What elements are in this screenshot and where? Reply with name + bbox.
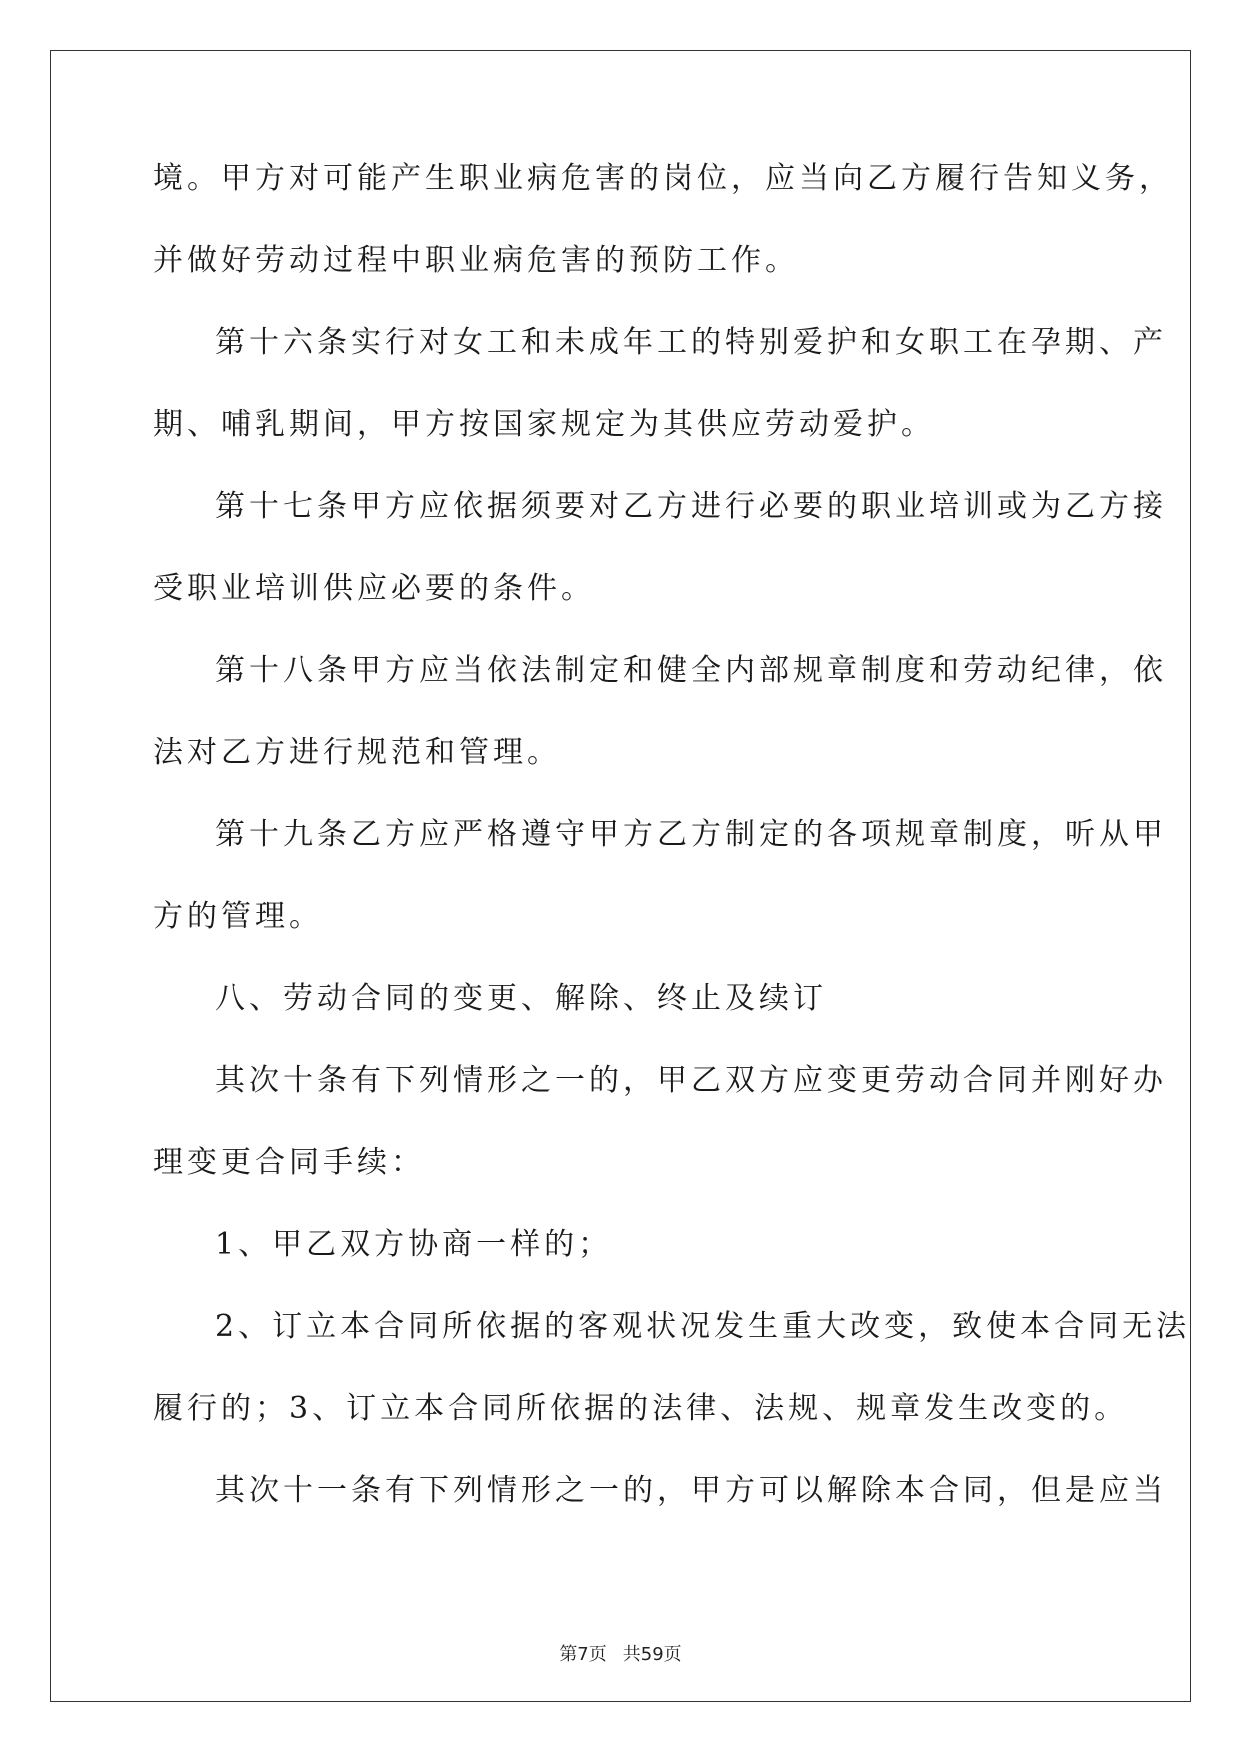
page-number: 第7页	[559, 1644, 607, 1665]
text-line: 期、哺乳期间，甲方按国家规定为其供应劳动爱护。	[153, 407, 935, 442]
text-line: 方的管理。	[153, 899, 323, 934]
page-footer	[0, 1640, 1241, 1666]
list-item: 1、甲乙双方协商一样的；	[215, 1227, 613, 1262]
paragraph-article-20: 其次十条有下列情形之一的，甲乙双方应变更劳动合同并刚好办	[215, 1063, 1167, 1098]
text-line: 受职业培训供应必要的条件。	[153, 571, 595, 606]
section-heading: 八、劳动合同的变更、解除、终止及续订	[215, 981, 827, 1016]
text-line: 法对乙方进行规范和管理。	[153, 735, 561, 770]
list-item: 2、订立本合同所依据的客观状况发生重大改变，致使本合同无法	[215, 1309, 1191, 1344]
paragraph-article-16: 第十六条实行对女工和未成年工的特别爱护和女职工在孕期、产	[215, 325, 1167, 360]
paragraph-article-18: 第十八条甲方应当依法制定和健全内部规章制度和劳动纪律，依	[215, 653, 1167, 688]
page-total: 共59页	[622, 1644, 682, 1665]
paragraph-article-17: 第十七条甲方应依据须要对乙方进行必要的职业培训或为乙方接	[215, 489, 1167, 524]
paragraph-article-19: 第十九条乙方应严格遵守甲方乙方制定的各项规章制度，听从甲	[215, 817, 1167, 852]
text-line: 理变更合同手续：	[153, 1145, 425, 1180]
text-line: 境。甲方对可能产生职业病危害的岗位，应当向乙方履行告知义务，	[153, 161, 1173, 196]
text-line: 履行的；3、订立本合同所依据的法律、法规、规章发生改变的。	[153, 1391, 1129, 1426]
text-line: 并做好劳动过程中职业病危害的预防工作。	[153, 243, 799, 278]
document-body	[153, 161, 1191, 1556]
paragraph-article-21: 其次十一条有下列情形之一的，甲方可以解除本合同，但是应当	[215, 1473, 1167, 1508]
